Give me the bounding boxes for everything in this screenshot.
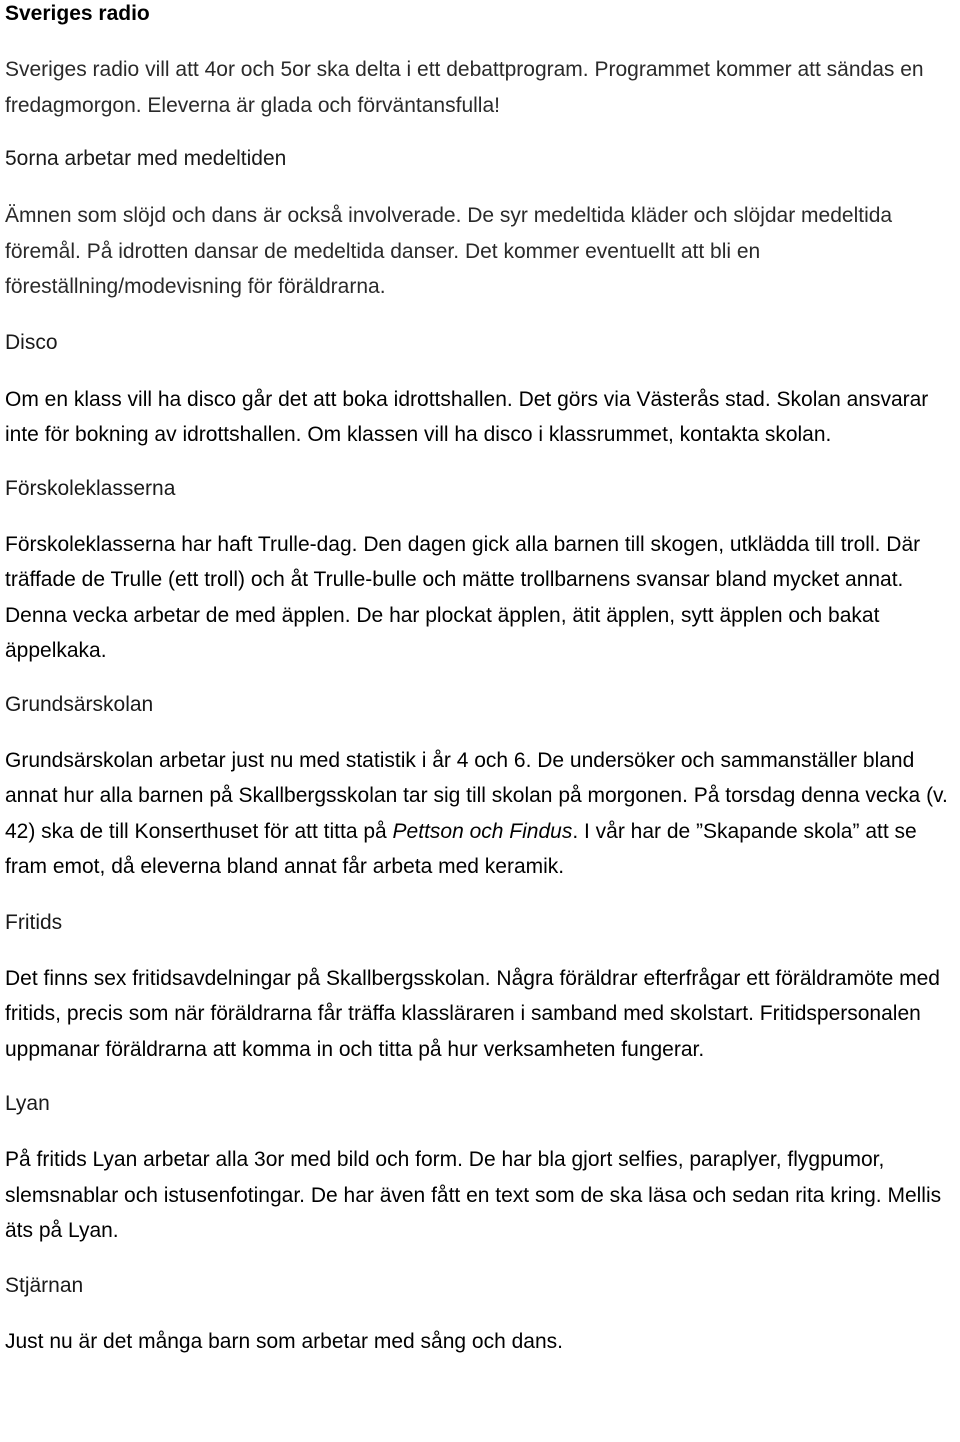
section-body: Ämnen som slöjd och dans är också involverade. De syr medeltida kläder och slöjdar medeltida föremål. På idrotten dansar de medeltida danser. Det kommer eventuellt att bli en föreställning/modevisning för föräldrarna. xyxy=(5,204,893,298)
section-body xyxy=(5,743,960,885)
section-heading: Disco xyxy=(5,330,58,354)
section-body: Det finns sex fritidsavdelningar på Skallbergsskolan. Några föräldrar efterfrågar ett föräldramöte med fritids, precis som när föräldrarna får träffa klassläraren i samband med skolstart. Fritidspersonalen uppmanar föräldrarna att komma in och titta på hur verksamheten fungerar. xyxy=(5,966,940,1061)
body-text-title: Pettson och Findus xyxy=(392,819,573,843)
section-body: Förskoleklasserna har haft Trulle-dag. Den dagen gick alla barnen till skogen, utklädda till troll. Där träffade de Trulle (ett troll) och åt Trulle-bulle och mätte trollbarnens svansar bland mycket annat. Denna vecka arbetar de med äpplen. De har plockat äpplen, ätit äpplen, sytt äpplen och bakat äppelkaka. xyxy=(5,532,921,662)
section-lyan xyxy=(5,1090,960,1249)
section-body: Just nu är det många barn som arbetar med sång och dans. xyxy=(5,1329,563,1353)
section-heading: Stjärnan xyxy=(5,1273,84,1297)
section-heading: Lyan xyxy=(5,1092,50,1115)
section-heading: Fritids xyxy=(5,910,63,934)
section-sveriges-radio xyxy=(5,0,960,123)
body-text-before: Grundsärskolan arbetar just nu med statistik i år 4 och 6. De undersöker och sammanställer bland annat hur alla barnen på Skallbergsskolan tar sig till skolan på morgonen. På torsdag denna vecka (v. 42) ska de till Konserthuset för att titta på xyxy=(5,748,948,843)
section-stjarnan xyxy=(5,1272,960,1360)
section-body: Om en klass vill ha disco går det att boka idrottshallen. Det görs via Västerås stad. Skolan ansvarar inte för bokning av idrottshallen. Om klassen vill ha disco i klassrummet, kontakta skolan. xyxy=(5,387,929,446)
section-heading: Förskoleklasserna xyxy=(5,476,176,500)
section-heading: Grundsärskolan xyxy=(5,692,154,716)
section-body: Sveriges radio vill att 4or och 5or ska delta i ett debattprogram. Programmet kommer att sändas en fredagmorgon. Eleverna är glada och förväntansfulla! xyxy=(5,58,924,117)
section-grundsarskolan xyxy=(5,691,960,885)
section-heading: Sveriges radio xyxy=(5,2,150,25)
body-text-after: . I vår har de ”Skapande skola” att se fram emot, då eleverna bland annat får arbeta med keramik. xyxy=(5,819,917,878)
section-medeltiden xyxy=(5,145,960,305)
section-fritids xyxy=(5,909,960,1068)
section-body: På fritids Lyan arbetar alla 3or med bild och form. De har bla gjort selfies, paraplyer, flygpumor, slemsnablar och istusenfotingar. De har även fått en text som de ska läsa och sedan rita kring. Mellis äts på Lyan. xyxy=(5,1148,942,1242)
section-disco xyxy=(5,329,960,453)
section-forskoleklasserna xyxy=(5,475,960,669)
section-heading: 5orna arbetar med medeltiden xyxy=(5,147,287,170)
